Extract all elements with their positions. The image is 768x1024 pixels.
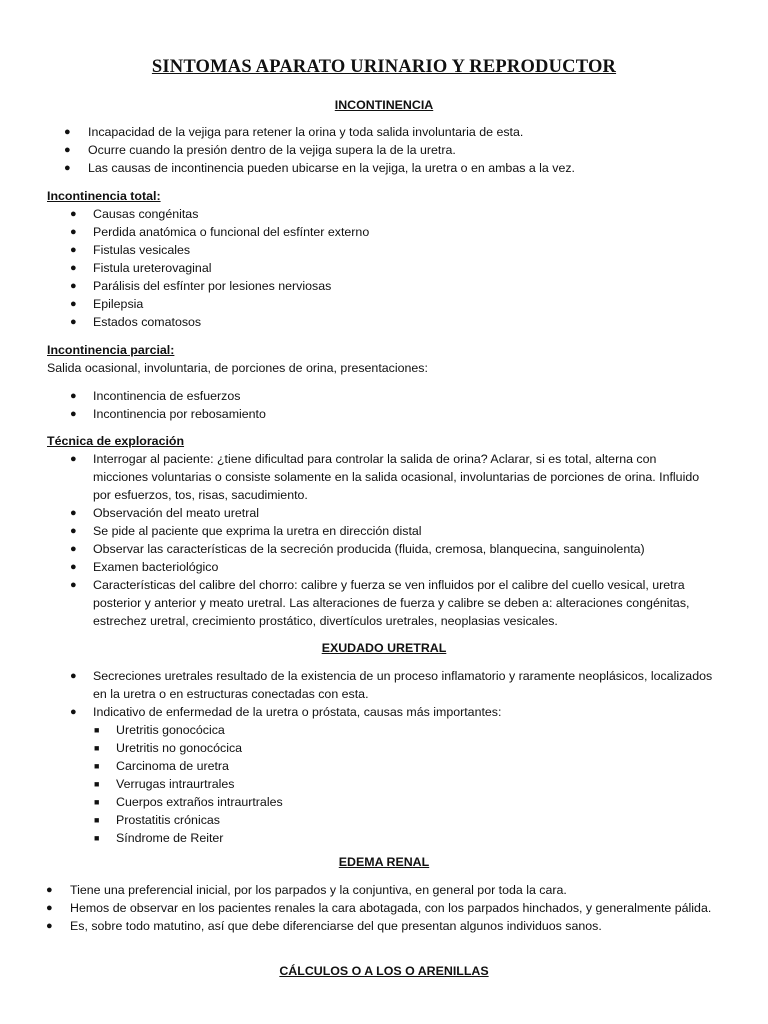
list-item: ● Fistula ureterovaginal [70, 261, 212, 275]
list-item: ● Parálisis del esfínter por lesiones nerviosas [70, 279, 332, 293]
list-item: ● Indicativo de enfermedad de la uretra o próstata, causas más importantes: [70, 705, 502, 719]
list-item: ● Hemos de observar en los pacientes renales la cara abotagada, con los parpados hinchados, y generalmente pálida. [46, 901, 712, 915]
list-item: ■ Uretritis gonocócica [94, 723, 225, 737]
list-item: ● Causas congénitas [70, 207, 199, 221]
incontinencia-parcial-list [70, 387, 713, 423]
list-item: ■ Carcinoma de uretra [94, 759, 229, 773]
list-item: ● Características del calibre del chorro: calibre y fuerza se ven influidos por el calibre del cuello vesical, uretra posterior y anterior y meato uretral. Las alteraciones de fuerza y calibre se deben a: alteraciones congénitas, estrechez uretral, crecimiento prostático, divertículos uretrales, neoplasias vesicales. [70, 578, 690, 628]
edema-list [46, 881, 720, 935]
list-item: ● Epilepsia [70, 297, 144, 311]
list-item: ● Incontinencia de esfuerzos [70, 389, 241, 403]
incontinencia-total-list [70, 205, 713, 331]
list-item: ● Perdida anatómica o funcional del esfínter externo [70, 225, 370, 239]
exudado-list [70, 667, 713, 721]
list-item: ● Fistulas vesicales [70, 243, 191, 257]
list-item: ● Tiene una preferencial inicial, por los parpados y la conjuntiva, en general por toda la cara. [46, 883, 567, 897]
list-item: ● Incontinencia por rebosamiento [70, 407, 266, 421]
list-item: ● Secreciones uretrales resultado de la existencia de un proceso inflamatorio y raramente neoplásicos, localizados en la uretra o en estructuras conectadas con esta. [70, 669, 713, 701]
list-item: ■ Uretritis no gonocócica [94, 741, 243, 755]
heading-incontinencia-parcial: Incontinencia parcial: [47, 343, 175, 357]
list-item: ● Las causas de incontinencia pueden ubicarse en la vejiga, la uretra o en ambas a la vez. [64, 161, 575, 175]
heading-incontinencia: INCONTINENCIA [334, 98, 434, 112]
heading-incontinencia-total: Incontinencia total: [47, 189, 161, 203]
list-item: ■ Verrugas intraurtrales [94, 777, 235, 791]
heading-calculos: CÁLCULOS O A LOS O ARENILLAS [279, 964, 489, 978]
list-item: ● Examen bacteriológico [70, 560, 219, 574]
incontinencia-list [64, 123, 728, 177]
list-item: ● Incapacidad de la vejiga para retener la orina y toda salida involuntaria de esta. [64, 125, 524, 139]
list-item: ● Ocurre cuando la presión dentro de la vejiga supera la de la uretra. [64, 143, 456, 157]
exploracion-list [70, 450, 713, 630]
list-item: ● Observar las características de la secreción producida (fluida, cremosa, blanquecina, sanguinolenta) [70, 542, 645, 556]
list-item: ■ Cuerpos extraños intraurtrales [94, 795, 283, 809]
list-item: ● Observación del meato uretral [70, 506, 259, 520]
list-item: ● Interrogar al paciente: ¿tiene dificultad para controlar la salida de orina? Aclarar, si es total, alterna con micciones voluntarias o consiste solamente en la salida ocasional, involuntarias de porciones de orina. Influido por esfuerzos, tos, risas, sacudimiento. [70, 452, 700, 502]
heading-edema-renal: EDEMA RENAL [338, 855, 430, 869]
exudado-causas-list [94, 721, 676, 847]
list-item: ■ Síndrome de Reiter [94, 831, 224, 845]
heading-exudado-uretral: EXUDADO URETRAL [321, 641, 447, 655]
incontinencia-parcial-intro: Salida ocasional, involuntaria, de porciones de orina, presentaciones: [47, 361, 428, 375]
list-item: ● Es, sobre todo matutino, así que debe diferenciarse del que presentan algunos individuos sanos. [46, 919, 602, 933]
document-title: SINTOMAS APARATO URINARIO Y REPRODUCTOR [151, 57, 617, 77]
heading-tecnica-exploracion: Técnica de exploración [47, 434, 185, 448]
list-item: ■ Prostatitis crónicas [94, 813, 220, 827]
list-item: ● Se pide al paciente que exprima la uretra en dirección distal [70, 524, 422, 538]
list-item: ● Estados comatosos [70, 315, 202, 329]
